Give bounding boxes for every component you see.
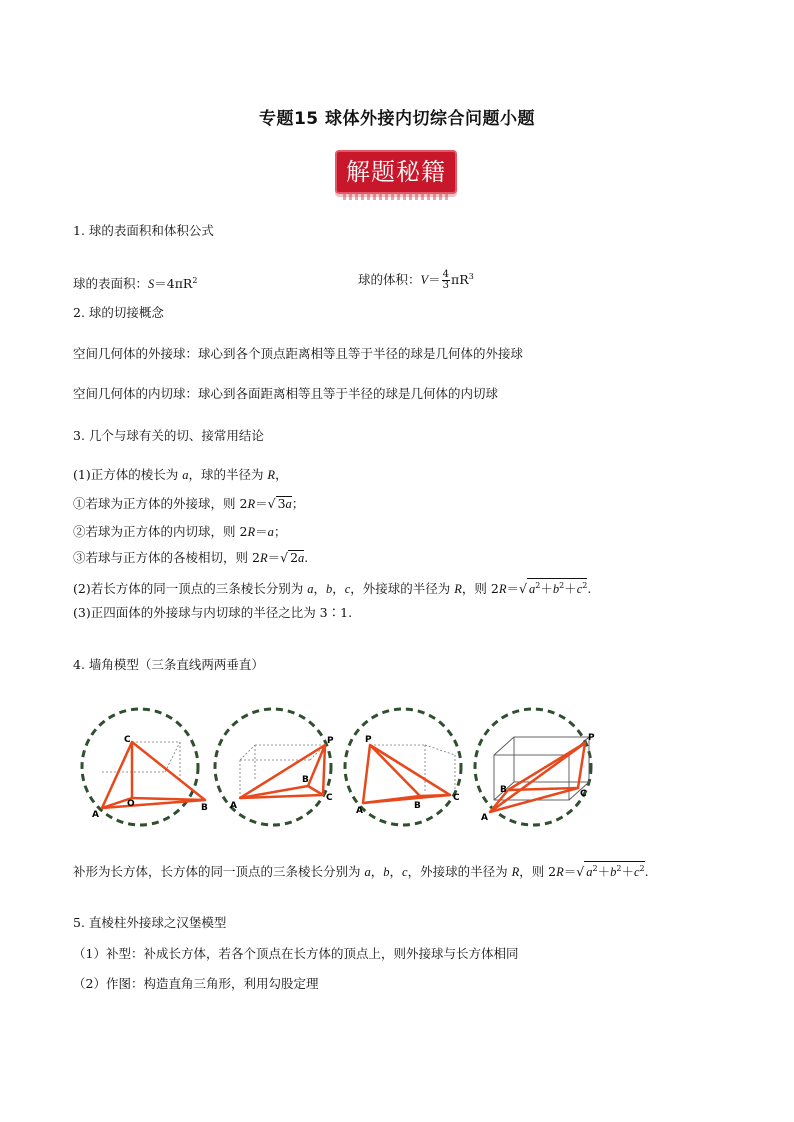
sphere-area-formula: 球的表面积：$S=4\pi R^2$ [73, 276, 198, 291]
sphere-volume-formula: 球的体积：V＝ $\frac{4}{3}$ $\pi R^3$ [358, 269, 474, 291]
figure-3-label-C: C [453, 793, 460, 803]
figure-2 [215, 709, 334, 825]
conclusion-1c: ③若球与正方体的各棱相切，则 2R＝√ 2a. [73, 550, 309, 565]
figure-2-label-P: P [327, 736, 334, 746]
figure-4-label-B: B [500, 785, 507, 795]
figure-1 [82, 709, 208, 825]
figure-4-label-A: A [481, 813, 488, 823]
hamburger-model-step-1: （1）补型：补成长方体，若各个顶点在长方体的顶点上，则外接球与长方体相同 [73, 946, 519, 961]
figure-1-label-A: A [92, 810, 99, 820]
figure-2-label-A: A [230, 801, 237, 811]
figure-2-label-C: C [326, 793, 333, 803]
page-title: 专题15 球体外接内切综合问题小题 [258, 109, 536, 129]
section-5-heading: 5. 直棱柱外接球之汉堡模型 [73, 915, 227, 930]
section-4-heading: 4. 墙角模型（三条直线两两垂直） [73, 657, 264, 672]
figure-1-sphere [82, 709, 198, 825]
stamp-badge [333, 148, 459, 202]
figure-1-label-C: C [124, 735, 131, 745]
hamburger-model-step-2: （2）作图：构造直角三角形，利用勾股定理 [73, 976, 319, 991]
figure-1-tetrahedron [102, 742, 205, 808]
conclusion-1a: ①若球为正方体的外接球，则 2R＝√ 3a； [73, 496, 305, 511]
figure-2-tetrahedron [240, 745, 325, 798]
figure-1-label-B: B [201, 803, 208, 813]
fraction-4-3: $\frac{4}{3}$ [442, 269, 450, 291]
figure-4 [475, 709, 595, 825]
figure-4-label-P: P [588, 733, 595, 743]
stamp-text: 解题秘籍 [346, 158, 446, 186]
conclusion-3: (3)正四面体的外接球与内切球的半径之比为 3∶1. [73, 605, 353, 620]
figure-2-label-B: B [302, 775, 309, 785]
conclusion-1b: ②若球为正方体的内切球，则 2R＝a； [73, 524, 287, 539]
figure-3-label-A: A [356, 806, 363, 816]
figure-3 [345, 709, 461, 825]
figure-3-label-P: P [365, 735, 372, 745]
conclusion-1: (1)正方体的棱长为 a，球的半径为 R， [73, 467, 288, 482]
section-1-heading: 1. 球的表面积和体积公式 [73, 223, 214, 238]
diagonal-radical: $a^2+b^2+c^2$ [527, 578, 587, 596]
section-3-heading: 3. 几个与球有关的切、接常用结论 [73, 428, 264, 443]
figure-1-label-O: O [127, 799, 135, 809]
wall-corner-caption: 补形为长方体，长方体的同一顶点的三条棱长分别为 a，b，c，外接球的半径为 R，则 2R＝√ $a^2+b^2+c^2$. [73, 861, 649, 880]
section-2-heading: 2. 球的切接概念 [73, 305, 164, 320]
wall-corner-figures [80, 700, 610, 835]
figure-3-label-B: B [414, 801, 421, 811]
figure-3-tetrahedron [363, 745, 450, 803]
conclusion-2: (2)若长方体的同一顶点的三条棱长分别为 a，b，c，外接球的半径为 R，则 2R＝√ $a^2+b^2+c^2$. [73, 578, 591, 597]
figure-4-tetrahedron [490, 743, 585, 812]
circumscribed-sphere-definition: 空间几何体的外接球：球心到各个顶点距离相等且等于半径的球是几何体的外接球 [73, 346, 524, 361]
figure-4-label-C: C [580, 789, 587, 799]
inscribed-sphere-definition: 空间几何体的内切球：球心到各面距离相等且等于半径的球是几何体的内切球 [73, 386, 499, 401]
